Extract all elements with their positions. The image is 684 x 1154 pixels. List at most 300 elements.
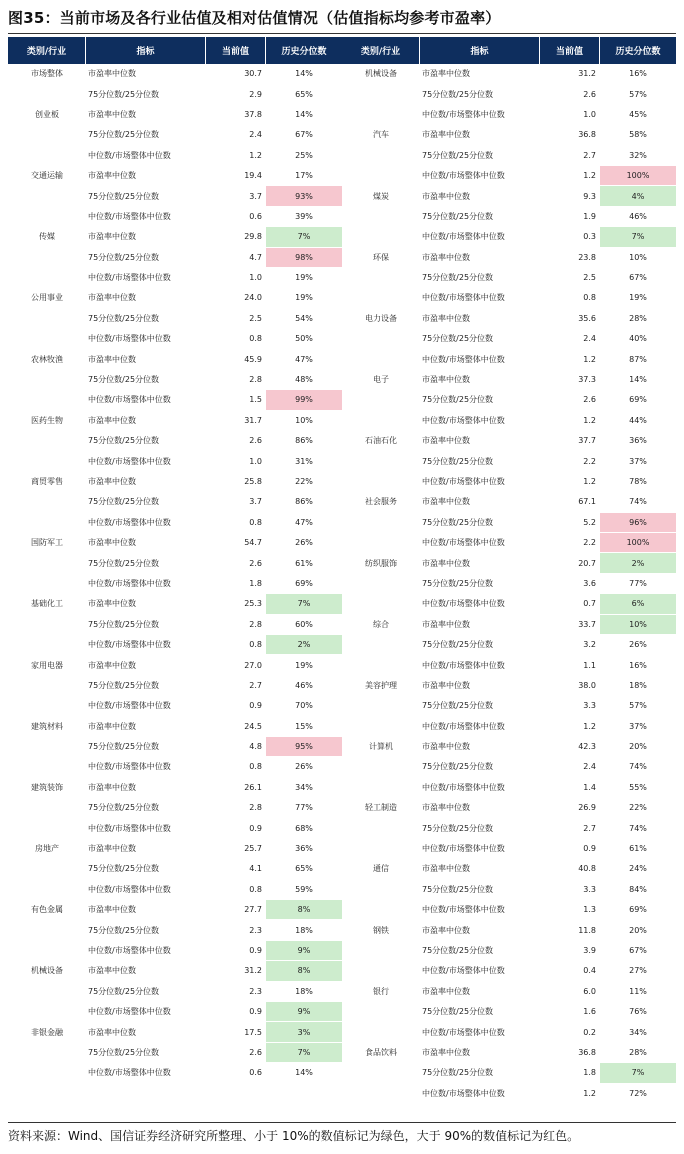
header-percentile: 历史分位数 [281, 47, 327, 57]
table-row [342, 125, 676, 145]
percentile-cell: 2% [600, 553, 676, 572]
current-value-cell: 1.1 [583, 660, 596, 670]
category-cell [8, 635, 86, 654]
indicator-cell: 75分位数/25分位数 [88, 497, 160, 507]
table-row [8, 982, 342, 1002]
category-cell: 机械设备 [365, 69, 397, 79]
table-row [342, 574, 676, 594]
current-value-cell: 29.8 [244, 232, 262, 242]
indicator-cell: 市盈率中位数 [422, 680, 470, 690]
table-row [8, 349, 342, 369]
indicator-cell: 75分位数/25分位数 [422, 150, 494, 160]
current-value-cell: 4.1 [249, 864, 262, 874]
percentile-cell: 34% [629, 1027, 647, 1037]
indicator-cell: 中位数/市场整体中位数 [422, 660, 505, 670]
percentile-cell: 87% [629, 354, 647, 364]
indicator-cell: 市盈率中位数 [88, 232, 136, 242]
table-row [342, 84, 676, 104]
indicator-cell: 市盈率中位数 [422, 803, 470, 813]
current-value-cell: 1.6 [583, 1007, 596, 1017]
current-value-cell: 6.0 [583, 986, 596, 996]
indicator-cell: 75分位数/25分位数 [88, 436, 160, 446]
indicator-cell: 市盈率中位数 [88, 538, 136, 548]
indicator-cell: 75分位数/25分位数 [422, 456, 494, 466]
indicator-cell: 中位数/市场整体中位数 [422, 905, 505, 915]
category-cell [342, 329, 420, 348]
category-cell: 轻工制造 [365, 803, 397, 813]
category-cell [342, 961, 420, 980]
percentile-cell: 10% [629, 252, 647, 262]
category-cell [342, 349, 420, 368]
table-row [8, 268, 342, 288]
category-cell [8, 798, 86, 817]
percentile-cell: 8% [266, 900, 342, 919]
category-cell: 家用电器 [31, 660, 63, 670]
percentile-cell: 36% [629, 436, 647, 446]
percentile-cell: 47% [295, 517, 313, 527]
table-row [8, 248, 342, 268]
current-value-cell: 20.7 [578, 558, 596, 568]
percentile-cell: 34% [295, 782, 313, 792]
current-value-cell: 1.2 [583, 721, 596, 731]
percentile-cell: 95% [266, 737, 342, 756]
current-value-cell: 0.9 [583, 844, 596, 854]
category-cell: 银行 [373, 986, 389, 996]
indicator-cell: 中位数/市场整体中位数 [88, 211, 171, 221]
indicator-cell: 75分位数/25分位数 [422, 701, 494, 711]
category-cell [8, 186, 86, 205]
current-value-cell: 0.2 [583, 1027, 596, 1037]
percentile-cell: 54% [295, 313, 313, 323]
indicator-cell: 中位数/市场整体中位数 [88, 456, 171, 466]
indicator-cell: 中位数/市场整体中位数 [88, 823, 171, 833]
table-row [8, 778, 342, 798]
table-row [8, 105, 342, 125]
current-value-cell: 2.8 [249, 803, 262, 813]
table-row [342, 594, 676, 614]
category-cell [8, 84, 86, 103]
table-row [8, 431, 342, 451]
percentile-cell: 9% [266, 1002, 342, 1021]
category-cell [8, 676, 86, 695]
current-value-cell: 37.8 [244, 109, 262, 119]
current-value-cell: 27.0 [244, 660, 262, 670]
current-value-cell: 67.1 [578, 497, 596, 507]
table-row [8, 84, 342, 104]
table-row [8, 655, 342, 675]
current-value-cell: 1.0 [249, 273, 262, 283]
percentile-cell: 93% [266, 186, 342, 205]
header-category: 类别/行业 [342, 37, 420, 64]
percentile-cell: 57% [629, 701, 647, 711]
category-cell [8, 737, 86, 756]
current-value-cell: 42.3 [578, 742, 596, 752]
indicator-cell: 75分位数/25分位数 [422, 89, 494, 99]
indicator-cell: 中位数/市场整体中位数 [88, 150, 171, 160]
indicator-cell: 75分位数/25分位数 [422, 517, 494, 527]
current-value-cell: 17.5 [244, 1027, 262, 1037]
header-indicator: 指标 [86, 37, 206, 64]
table-row [8, 472, 342, 492]
current-value-cell: 2.4 [583, 762, 596, 772]
percentile-cell: 7% [600, 227, 676, 246]
percentile-cell: 50% [295, 334, 313, 344]
table-row [8, 1063, 342, 1083]
percentile-cell: 14% [295, 1068, 313, 1078]
indicator-cell: 中位数/市场整体中位数 [422, 599, 505, 609]
percentile-cell: 69% [629, 395, 647, 405]
table-row [342, 818, 676, 838]
indicator-cell: 75分位数/25分位数 [422, 1007, 494, 1017]
indicator-cell: 中位数/市场整体中位数 [88, 640, 171, 650]
indicator-cell: 75分位数/25分位数 [88, 619, 160, 629]
percentile-cell: 6% [600, 594, 676, 613]
category-cell [342, 574, 420, 593]
category-cell: 计算机 [369, 742, 393, 752]
table-row [8, 451, 342, 471]
category-cell [342, 513, 420, 532]
category-cell [342, 268, 420, 287]
current-value-cell: 2.4 [583, 334, 596, 344]
table-row [342, 1043, 676, 1063]
current-value-cell: 31.2 [244, 966, 262, 976]
percentile-cell: 61% [629, 844, 647, 854]
category-cell [342, 1022, 420, 1041]
percentile-cell: 14% [295, 69, 313, 79]
percentile-cell: 15% [295, 721, 313, 731]
indicator-cell: 市盈率中位数 [88, 171, 136, 181]
current-value-cell: 3.3 [583, 884, 596, 894]
table-row [342, 472, 676, 492]
current-value-cell: 1.5 [249, 395, 262, 405]
indicator-cell: 中位数/市场整体中位数 [422, 415, 505, 425]
percentile-cell: 55% [629, 782, 647, 792]
category-cell [8, 309, 86, 328]
table-header-left [8, 37, 342, 64]
indicator-cell: 75分位数/25分位数 [88, 925, 160, 935]
table-row [342, 737, 676, 757]
current-value-cell: 37.3 [578, 375, 596, 385]
percentile-cell: 74% [629, 823, 647, 833]
title-divider [8, 33, 676, 34]
current-value-cell: 2.8 [249, 619, 262, 629]
table-row [342, 248, 676, 268]
current-value-cell: 36.8 [578, 1047, 596, 1057]
indicator-cell: 75分位数/25分位数 [422, 1068, 494, 1078]
indicator-cell: 市盈率中位数 [88, 599, 136, 609]
percentile-cell: 7% [266, 227, 342, 246]
percentile-cell: 61% [295, 558, 313, 568]
indicator-cell: 中位数/市场整体中位数 [88, 273, 171, 283]
indicator-cell: 市盈率中位数 [422, 742, 470, 752]
indicator-cell: 75分位数/25分位数 [422, 640, 494, 650]
indicator-cell: 中位数/市场整体中位数 [88, 1068, 171, 1078]
percentile-cell: 20% [629, 742, 647, 752]
current-value-cell: 1.2 [583, 477, 596, 486]
table-row [8, 553, 342, 573]
category-cell: 商贸零售 [31, 477, 63, 486]
indicator-cell: 中位数/市场整体中位数 [88, 701, 171, 711]
table-row [8, 717, 342, 737]
category-cell [8, 1043, 86, 1062]
percentile-cell: 65% [295, 89, 313, 99]
category-cell [8, 757, 86, 776]
indicator-cell: 市盈率中位数 [422, 1047, 470, 1057]
table-row [342, 64, 676, 84]
indicator-cell: 市盈率中位数 [88, 69, 136, 79]
table-row [8, 635, 342, 655]
current-value-cell: 1.4 [583, 782, 596, 792]
category-cell [342, 880, 420, 899]
indicator-cell: 75分位数/25分位数 [422, 945, 494, 955]
indicator-cell: 中位数/市场整体中位数 [422, 171, 505, 181]
percentile-cell: 28% [629, 1047, 647, 1057]
indicator-cell: 市盈率中位数 [88, 905, 136, 915]
category-cell: 煤炭 [373, 191, 389, 201]
indicator-cell: 中位数/市场整体中位数 [422, 721, 505, 731]
percentile-cell: 100% [600, 533, 676, 552]
percentile-cell: 16% [629, 69, 647, 79]
table-row [342, 941, 676, 961]
current-value-cell: 33.7 [578, 619, 596, 629]
percentile-cell: 77% [629, 578, 647, 588]
current-value-cell: 2.2 [583, 538, 596, 548]
category-cell: 房地产 [35, 844, 59, 854]
category-cell [342, 288, 420, 307]
category-cell [342, 533, 420, 552]
indicator-cell: 市盈率中位数 [422, 619, 470, 629]
category-cell [8, 146, 86, 165]
category-cell [342, 390, 420, 409]
category-cell [8, 329, 86, 348]
indicator-cell: 市盈率中位数 [88, 782, 136, 792]
category-cell: 建筑材料 [31, 721, 63, 731]
indicator-cell: 75分位数/25分位数 [422, 762, 494, 772]
category-cell [8, 818, 86, 837]
current-value-cell: 1.2 [583, 354, 596, 364]
table-body-left [8, 64, 342, 1084]
category-cell [342, 105, 420, 124]
indicator-cell: 中位数/市场整体中位数 [422, 477, 505, 486]
category-cell [342, 411, 420, 430]
indicator-cell: 市盈率中位数 [422, 558, 470, 568]
indicator-cell: 市盈率中位数 [422, 864, 470, 874]
current-value-cell: 2.4 [249, 130, 262, 140]
indicator-cell: 75分位数/25分位数 [88, 558, 160, 568]
current-value-cell: 54.7 [244, 538, 262, 548]
indicator-cell: 75分位数/25分位数 [422, 211, 494, 221]
percentile-cell: 74% [629, 762, 647, 772]
percentile-cell: 48% [295, 375, 313, 385]
percentile-cell: 67% [629, 945, 647, 955]
current-value-cell: 4.8 [249, 742, 262, 752]
current-value-cell: 2.8 [249, 375, 262, 385]
indicator-cell: 市盈率中位数 [88, 844, 136, 854]
current-value-cell: 24.0 [244, 293, 262, 303]
category-cell: 电力设备 [365, 313, 397, 323]
category-cell [342, 1002, 420, 1021]
current-value-cell: 26.9 [578, 803, 596, 813]
table-row [342, 533, 676, 553]
category-cell [342, 84, 420, 103]
current-value-cell: 3.7 [249, 191, 262, 201]
category-cell: 汽车 [373, 130, 389, 140]
table-row [8, 900, 342, 920]
current-value-cell: 45.9 [244, 354, 262, 364]
table-row [342, 492, 676, 512]
category-cell: 社会服务 [365, 497, 397, 507]
current-value-cell: 0.3 [583, 232, 596, 242]
percentile-cell: 67% [295, 130, 313, 140]
percentile-cell: 37% [629, 456, 647, 466]
percentile-cell: 18% [295, 986, 313, 996]
table-left [8, 37, 342, 1104]
table-row [8, 64, 342, 84]
current-value-cell: 2.6 [249, 558, 262, 568]
percentile-cell: 25% [295, 150, 313, 160]
table-row [8, 1022, 342, 1042]
indicator-cell: 市盈率中位数 [88, 415, 136, 425]
table-row [342, 207, 676, 227]
percentile-cell: 10% [600, 615, 676, 634]
indicator-cell: 75分位数/25分位数 [422, 884, 494, 894]
percentile-cell: 18% [629, 680, 647, 690]
table-row [342, 553, 676, 573]
percentile-cell: 59% [295, 884, 313, 894]
table-row [342, 798, 676, 818]
table-row [342, 615, 676, 635]
percentile-cell: 20% [629, 925, 647, 935]
indicator-cell: 75分位数/25分位数 [422, 395, 494, 405]
indicator-cell: 75分位数/25分位数 [88, 252, 160, 262]
current-value-cell: 24.5 [244, 721, 262, 731]
indicator-cell: 中位数/市场整体中位数 [88, 334, 171, 344]
category-cell: 基础化工 [31, 599, 63, 609]
category-cell: 美容护理 [365, 680, 397, 690]
table-row [342, 349, 676, 369]
percentile-cell: 84% [629, 884, 647, 894]
current-value-cell: 2.6 [583, 89, 596, 99]
percentile-cell: 58% [629, 130, 647, 140]
indicator-cell: 75分位数/25分位数 [88, 191, 160, 201]
current-value-cell: 11.8 [578, 925, 596, 935]
table-row [342, 982, 676, 1002]
indicator-cell: 75分位数/25分位数 [422, 823, 494, 833]
category-cell [8, 451, 86, 470]
table-row [342, 431, 676, 451]
percentile-cell: 26% [295, 538, 313, 548]
current-value-cell: 2.6 [583, 395, 596, 405]
category-cell [342, 900, 420, 919]
table-row [8, 288, 342, 308]
indicator-cell: 75分位数/25分位数 [88, 130, 160, 140]
category-cell [8, 492, 86, 511]
table-row [8, 390, 342, 410]
table-row [8, 941, 342, 961]
current-value-cell: 0.8 [583, 293, 596, 303]
percentile-cell: 19% [295, 273, 313, 283]
current-value-cell: 23.8 [578, 252, 596, 262]
table-row [8, 615, 342, 635]
percentile-cell: 7% [266, 594, 342, 613]
table-row [8, 370, 342, 390]
table-row [342, 370, 676, 390]
indicator-cell: 75分位数/25分位数 [88, 375, 160, 385]
category-cell [342, 941, 420, 960]
indicator-cell: 75分位数/25分位数 [88, 742, 160, 752]
source-note: 资料来源：Wind、国信证券经济研究所整理、小于 10%的数值标记为绿色，大于 90%的数值标记为红色。 [8, 1129, 580, 1143]
category-cell: 石油石化 [365, 436, 397, 446]
table-row [342, 451, 676, 471]
indicator-cell: 市盈率中位数 [88, 109, 136, 119]
table-row [8, 1043, 342, 1063]
category-cell [342, 635, 420, 654]
table-row [8, 207, 342, 227]
indicator-cell: 75分位数/25分位数 [88, 864, 160, 874]
percentile-cell: 46% [629, 211, 647, 221]
category-cell: 机械设备 [31, 966, 63, 976]
category-cell: 有色金属 [31, 905, 63, 915]
indicator-cell: 市盈率中位数 [422, 986, 470, 996]
table-row [342, 227, 676, 247]
current-value-cell: 1.2 [583, 1088, 596, 1098]
category-cell: 传媒 [39, 232, 55, 242]
indicator-cell: 75分位数/25分位数 [422, 273, 494, 283]
current-value-cell: 2.6 [249, 436, 262, 446]
indicator-cell: 中位数/市场整体中位数 [422, 293, 505, 303]
category-cell [8, 574, 86, 593]
percentile-cell: 27% [629, 966, 647, 976]
table-row [8, 329, 342, 349]
table-row [342, 1063, 676, 1083]
indicator-cell: 中位数/市场整体中位数 [88, 578, 171, 588]
category-cell: 创业板 [35, 109, 59, 119]
percentile-cell: 69% [629, 905, 647, 915]
table-row [342, 696, 676, 716]
current-value-cell: 2.5 [583, 273, 596, 283]
category-cell [342, 451, 420, 470]
category-cell [8, 615, 86, 634]
table-row [8, 309, 342, 329]
valuation-table-grid [8, 37, 676, 1104]
percentile-cell: 72% [629, 1088, 647, 1098]
category-cell [8, 880, 86, 899]
percentile-cell: 76% [629, 1007, 647, 1017]
table-row [342, 920, 676, 940]
current-value-cell: 38.0 [578, 680, 596, 690]
table-row [8, 186, 342, 206]
percentile-cell: 74% [629, 497, 647, 507]
category-cell: 食品饮料 [365, 1047, 397, 1057]
category-cell: 交通运输 [31, 171, 63, 181]
current-value-cell: 1.2 [249, 150, 262, 160]
current-value-cell: 2.2 [583, 456, 596, 466]
indicator-cell: 中位数/市场整体中位数 [422, 844, 505, 854]
category-cell [8, 390, 86, 409]
category-cell [8, 859, 86, 878]
indicator-cell: 市盈率中位数 [88, 660, 136, 670]
percentile-cell: 96% [600, 513, 676, 532]
current-value-cell: 1.0 [583, 109, 596, 119]
category-cell [8, 553, 86, 572]
percentile-cell: 44% [629, 415, 647, 425]
table-row [342, 900, 676, 920]
current-value-cell: 2.7 [583, 823, 596, 833]
current-value-cell: 3.9 [583, 945, 596, 955]
table-row [342, 146, 676, 166]
current-value-cell: 36.8 [578, 130, 596, 140]
category-cell [342, 655, 420, 674]
